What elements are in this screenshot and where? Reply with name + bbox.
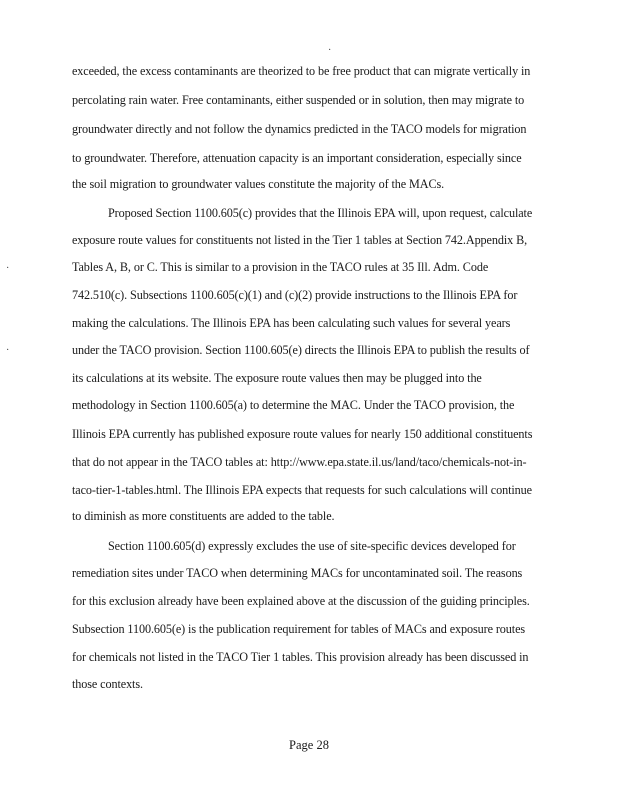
text-line: Tables A, B, or C. This is similar to a provision in the TACO rules at 35 Ill. Adm. Code (72, 260, 489, 274)
text-line: groundwater directly and not follow the dynamics predicted in the TACO models for migration (72, 122, 527, 136)
text-line: for this exclusion already have been explained above at the discussion of the guiding principles. (72, 594, 530, 608)
text-line: for chemicals not listed in the TACO Tier 1 tables. This provision already has been discussed in (72, 650, 529, 664)
page-number: Page 28 (289, 738, 329, 752)
text-line: the soil migration to groundwater values constitute the majority of the MACs. (72, 177, 445, 191)
text-line: that do not appear in the TACO tables at: http://www.epa.state.il.us/land/taco/chemicals-not-in- (72, 455, 527, 469)
text-line: Illinois EPA currently has published exposure route values for nearly 150 additional constituents (72, 427, 533, 441)
scan-speck: · (6, 345, 10, 356)
text-line: Section 1100.605(d) expressly excludes the use of site-specific devices developed for (108, 539, 516, 553)
scan-speck: · (328, 45, 332, 56)
text-line: to diminish as more constituents are added to the table. (72, 509, 335, 523)
text-line: Subsection 1100.605(e) is the publication requirement for tables of MACs and exposure routes (72, 622, 526, 636)
text-line: under the TACO provision. Section 1100.605(e) directs the Illinois EPA to publish the results of (72, 343, 530, 357)
text-line: taco-tier-1-tables.html. The Illinois EPA expects that requests for such calculations will continue (72, 483, 532, 497)
text-line: methodology in Section 1100.605(a) to determine the MAC. Under the TACO provision, the (72, 398, 515, 412)
text-line: exposure route values for constituents not listed in the Tier 1 tables at Section 742.Appendix B, (72, 233, 528, 247)
text-line: percolating rain water. Free contaminants, either suspended or in solution, then may migrate to (72, 93, 525, 107)
text-line: exceeded, the excess contaminants are theorized to be free product that can migrate vertically in (72, 64, 531, 78)
text-line: remediation sites under TACO when determining MACs for uncontaminated soil. The reasons (72, 566, 523, 580)
text-line: its calculations at its website. The exposure route values then may be plugged into the (72, 371, 482, 385)
text-line: those contexts. (72, 677, 143, 691)
text-line: 742.510(c). Subsections 1100.605(c)(1) and (c)(2) provide instructions to the Illinois EPA for (72, 288, 518, 302)
text-line: making the calculations. The Illinois EPA has been calculating such values for several years (72, 316, 511, 330)
scan-speck: · (6, 263, 10, 274)
text-line: Proposed Section 1100.605(c) provides that the Illinois EPA will, upon request, calculate (108, 206, 533, 220)
text-line: to groundwater. Therefore, attenuation capacity is an important consideration, especially since (72, 151, 522, 165)
